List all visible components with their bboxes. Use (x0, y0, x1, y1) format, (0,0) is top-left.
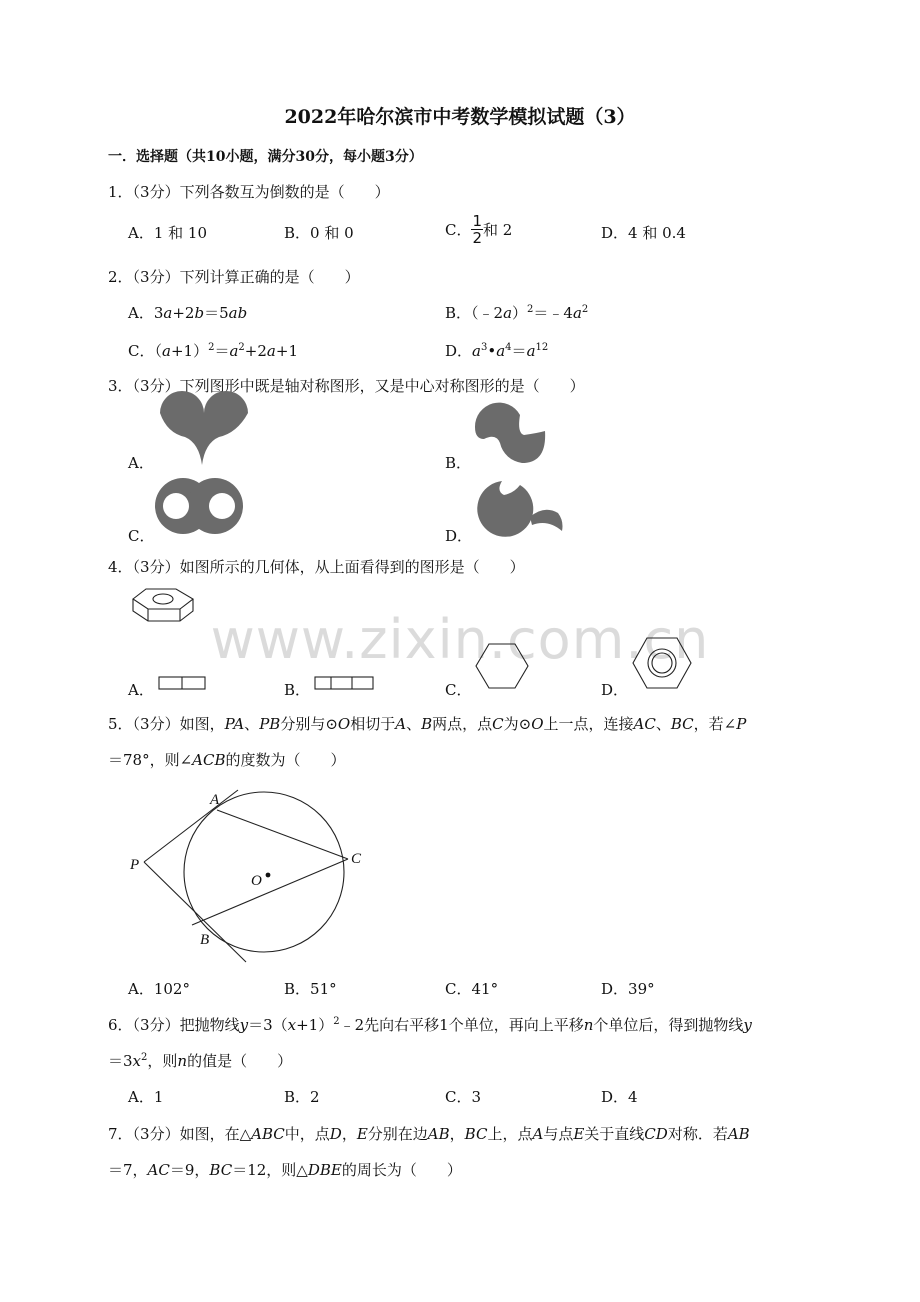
q2-option-a[interactable]: A．3a+2b＝5ab (128, 304, 248, 322)
label-point-a: A (210, 792, 220, 808)
q3-figure-a (157, 403, 252, 465)
q4-option-c-label[interactable]: C． (445, 681, 472, 699)
q3-figure-d (474, 477, 566, 537)
q3-option-d-label[interactable]: D． (445, 527, 473, 545)
q5-option-c[interactable]: C．41° (445, 980, 499, 998)
label-point-c: C (351, 851, 362, 867)
q5-option-d[interactable]: D．39° (601, 980, 655, 998)
label-point-p: P (130, 857, 140, 873)
q4-figure-c (475, 643, 529, 689)
question-6-line-1: 6．（3分）把抛物线$y=3(x+1)^2﹣2$先向右平移1个单位，再向上平移n个单位后，得到抛物线y (108, 1016, 752, 1034)
q5-tangent-circle-figure (120, 782, 380, 967)
fraction-one-half: $\frac{1}{2}$ (472, 212, 483, 247)
q1-option-d[interactable]: D．4 和 0.4 (601, 224, 686, 242)
q6-option-d[interactable]: D．4 (601, 1088, 638, 1106)
q4-figure-d (632, 637, 692, 689)
question-7-line-2: ＝7，AC＝9，BC＝12，则△DBE的周长为（ ） (108, 1161, 462, 1179)
question-2: 2．（3分）下列计算正确的是（ ） (108, 268, 360, 286)
q6-option-c[interactable]: C．3 (445, 1088, 482, 1106)
q3-option-a-label[interactable]: A． (128, 454, 154, 472)
q3-option-c-label[interactable]: C． (128, 527, 155, 545)
q1-score: （3分） (132, 183, 180, 201)
q4-option-a-label[interactable]: A． (128, 681, 154, 699)
q6-option-a[interactable]: A．1 (128, 1088, 164, 1106)
q1-option-b[interactable]: B．0 和 0 (284, 224, 354, 242)
question-1 (108, 181, 390, 202)
watermark: www.zixin.com.cn (210, 608, 710, 671)
q2-option-d[interactable]: D．$a^3•a^4=a^{12}$ (445, 342, 549, 360)
q3-figure-b (472, 403, 547, 465)
q3-option-b-label[interactable]: B． (445, 454, 472, 472)
page-title: 2022年哈尔滨市中考数学模拟试题（3） (284, 106, 636, 128)
question-5-line-2: ＝78°，则∠ACB的度数为（ ） (108, 751, 346, 769)
question-5-line-1: 5．（3分）如图，PA、PB分别与⊙O相切于A、B两点，点C为⊙O上一点，连接AC、BC，若∠P (108, 715, 747, 733)
question-6-line-2: $=3x^2$，则n的值是（ ） (108, 1052, 293, 1070)
q4-option-b-label[interactable]: B． (284, 681, 311, 699)
q2-option-b[interactable]: B．$(﹣2a)^2=﹣4a^2$ (445, 304, 589, 322)
question-4: 4．（3分）如图所示的几何体，从上面看得到的图形是（ ） (108, 558, 525, 576)
q1-stem: 下列各数互为倒数的是（ ） (179, 183, 390, 201)
q5-option-b[interactable]: B．51° (284, 980, 337, 998)
label-point-b: B (200, 932, 210, 948)
q4-hex-nut-solid (130, 585, 198, 625)
q1-option-a[interactable]: A．1 和 10 (128, 224, 208, 242)
q3-figure-c (154, 477, 244, 535)
q4-option-d-label[interactable]: D． (601, 681, 629, 699)
q5-option-a[interactable]: A．102° (128, 980, 190, 998)
q6-option-b[interactable]: B．2 (284, 1088, 320, 1106)
q4-figure-b (314, 676, 374, 690)
q1-number: 1． (108, 183, 133, 201)
question-3: 3．（3分）下列图形中既是轴对称图形，又是中心对称图形的是（ ） (108, 377, 585, 395)
q1-option-c[interactable]: C． $\frac{1}{2}$ 和 2 (445, 212, 513, 247)
section-heading: 一．选择题（共10小题，满分30分，每小题3分） (108, 149, 423, 165)
q2-option-c[interactable]: C．$(a+1)^2=a^2+2a+1$ (128, 342, 298, 360)
q4-figure-a (158, 676, 206, 690)
label-center-o: O (251, 873, 262, 889)
question-7-line-1: 7．（3分）如图，在△ABC中，点D，E分别在边AB，BC上，点A与点E关于直线CD对称．若AB (108, 1125, 750, 1143)
